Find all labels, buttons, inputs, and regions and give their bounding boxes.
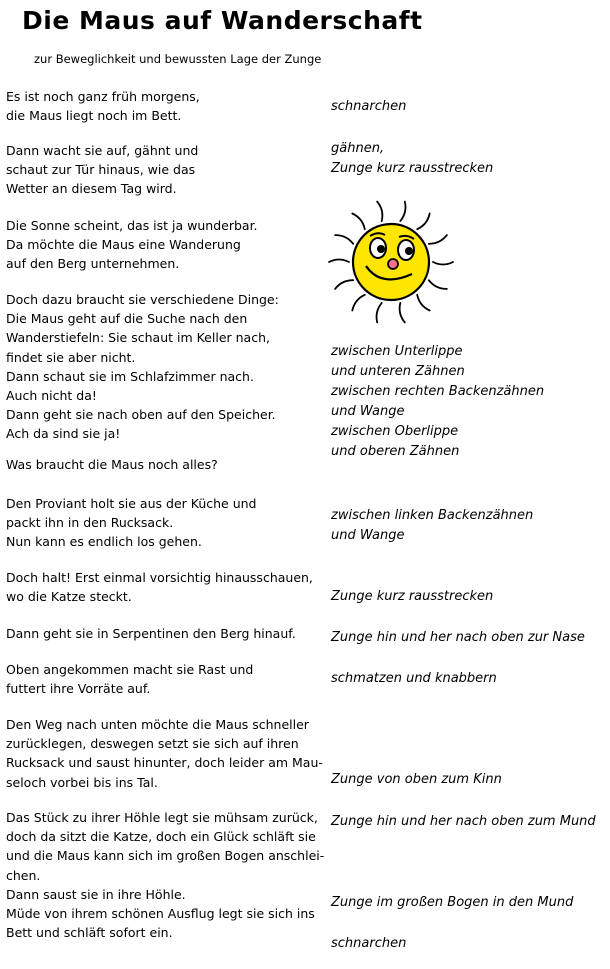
story-paragraph-6 xyxy=(6,494,256,552)
story-line: Doch dazu braucht sie verschiedene Dinge: xyxy=(6,292,279,307)
action-line: und Wange xyxy=(331,404,405,419)
story-line: und die Maus kann sich im großen Bogen anschlei- xyxy=(6,848,325,864)
story-paragraph-5 xyxy=(6,455,218,474)
story-line: Dann schaut sie im Schlafzimmer nach. xyxy=(6,368,254,384)
action-line: schnarchen xyxy=(331,99,407,114)
story-line: Das Stück zu ihrer Höhle legt sie mühsam zurück, xyxy=(6,810,318,825)
story-line: wo die Katze steckt. xyxy=(6,589,132,605)
story-line: Ach da sind sie ja! xyxy=(6,426,121,442)
story-line: Dann saust sie in ihre Höhle. xyxy=(6,886,186,902)
story-line: Den Proviant holt sie aus der Küche und xyxy=(6,496,257,511)
story-line: Wetter an diesem Tag wird. xyxy=(6,181,177,197)
page-subtitle: zur Beweglichkeit und bewussten Lage der Zunge xyxy=(34,52,322,66)
action-note-1 xyxy=(331,97,406,117)
sun-ray xyxy=(417,214,430,230)
story-line: Dann geht sie in Serpentinen den Berg hinauf. xyxy=(6,626,296,641)
sun-ray xyxy=(417,295,430,311)
story-line: Bett und schläft sofort ein. xyxy=(6,925,173,941)
action-line: zwischen linken Backenzähnen xyxy=(331,508,534,523)
story-line: Wanderstiefeln: Sie schaut im Keller nach, xyxy=(6,330,270,346)
story-line: Die Maus geht auf die Suche nach den xyxy=(6,311,248,327)
story-paragraph-11 xyxy=(6,808,324,942)
sun-ray xyxy=(377,303,382,323)
sun-ray xyxy=(335,235,353,244)
action-note-4 xyxy=(331,506,533,546)
sun-ray xyxy=(352,295,365,311)
story-line: auf den Berg unternehmen. xyxy=(6,256,180,272)
action-line: Zunge hin und her nach oben zur Nase xyxy=(331,630,585,645)
story-line: Dann wacht sie auf, gähnt und xyxy=(6,143,199,158)
sun-illustration xyxy=(326,196,456,326)
action-note-7 xyxy=(331,669,497,689)
action-note-10 xyxy=(331,893,573,913)
sun-ray xyxy=(329,260,349,263)
action-note-8 xyxy=(331,770,502,790)
sun-ray xyxy=(429,280,447,289)
action-line: schnarchen xyxy=(331,936,407,951)
action-line: Zunge kurz rausstrecken xyxy=(331,161,494,176)
story-paragraph-3 xyxy=(6,216,258,274)
story-paragraph-7 xyxy=(6,568,313,606)
action-line: schmatzen und knabbern xyxy=(331,671,497,686)
story-line: findet sie aber nicht. xyxy=(6,349,136,365)
sun-ray xyxy=(400,303,405,323)
story-line: die Maus liegt noch im Bett. xyxy=(6,108,182,124)
action-note-5 xyxy=(331,587,493,607)
story-line: chen. xyxy=(6,867,41,883)
story-line: Dann geht sie nach oben auf den Speicher. xyxy=(6,407,276,423)
story-line: zurücklegen, deswegen setzt sie sich auf ihren xyxy=(6,736,299,752)
action-line: Zunge von oben zum Kinn xyxy=(331,772,502,787)
action-line: und unteren Zähnen xyxy=(331,364,465,379)
action-line: zwischen Oberlippe xyxy=(331,424,459,439)
story-paragraph-10 xyxy=(6,715,323,792)
story-line: Es ist noch ganz früh morgens, xyxy=(6,89,200,104)
action-note-3 xyxy=(331,342,544,462)
story-line: Müde von ihrem schönen Ausflug legt sie sich ins xyxy=(6,906,315,922)
story-line: Oben angekommen macht sie Rast und xyxy=(6,662,254,677)
action-note-2 xyxy=(331,139,493,179)
story-line: Rucksack und saust hinunter, doch leider am Mau- xyxy=(6,755,323,771)
action-line: Zunge im großen Bogen in den Mund xyxy=(331,895,574,910)
story-paragraph-4 xyxy=(6,290,279,444)
story-line: schaut zur Tür hinaus, wie das xyxy=(6,162,196,178)
sun-ray xyxy=(400,202,405,222)
story-paragraph-2 xyxy=(6,141,198,199)
sun-left-pupil xyxy=(377,245,385,253)
story-paragraph-1 xyxy=(6,87,200,125)
story-line: Da möchte die Maus eine Wanderung xyxy=(6,237,241,253)
story-line: Nun kann es endlich los gehen. xyxy=(6,534,202,550)
action-note-6 xyxy=(331,628,585,648)
sun-ray xyxy=(433,262,453,265)
sun-ray xyxy=(352,214,365,230)
sun-ray xyxy=(377,202,382,222)
story-line: Doch halt! Erst einmal vorsichtig hinausschauen, xyxy=(6,570,313,585)
sun-ray xyxy=(335,280,353,289)
story-line: Was braucht die Maus noch alles? xyxy=(6,457,218,472)
story-paragraph-8 xyxy=(6,624,296,643)
story-line: Die Sonne scheint, das ist ja wunderbar. xyxy=(6,218,258,233)
story-line: doch da sitzt die Katze, doch ein Glück schläft sie xyxy=(6,829,316,845)
story-line: futtert ihre Vorräte auf. xyxy=(6,681,151,697)
action-note-9 xyxy=(331,812,596,832)
action-line: Zunge hin und her nach oben zum Mund xyxy=(331,814,596,829)
action-line: zwischen rechten Backenzähnen xyxy=(331,384,545,399)
action-line: zwischen Unterlippe xyxy=(331,344,463,359)
story-paragraph-9 xyxy=(6,660,253,698)
story-line: Auch nicht da! xyxy=(6,388,97,404)
sun-nose xyxy=(388,259,398,269)
action-line: und Wange xyxy=(331,528,405,543)
story-line: seloch vorbei bis ins Tal. xyxy=(6,774,158,790)
action-line: und oberen Zähnen xyxy=(331,444,460,459)
story-line: Den Weg nach unten möchte die Maus schneller xyxy=(6,717,309,732)
action-note-11 xyxy=(331,934,406,954)
sun-right-pupil xyxy=(405,247,413,255)
story-line: packt ihn in den Rucksack. xyxy=(6,515,174,531)
sun-ray xyxy=(429,235,447,244)
action-line: Zunge kurz rausstrecken xyxy=(331,589,494,604)
action-line: gähnen, xyxy=(331,141,385,156)
page-title: Die Maus auf Wanderschaft xyxy=(22,6,423,35)
